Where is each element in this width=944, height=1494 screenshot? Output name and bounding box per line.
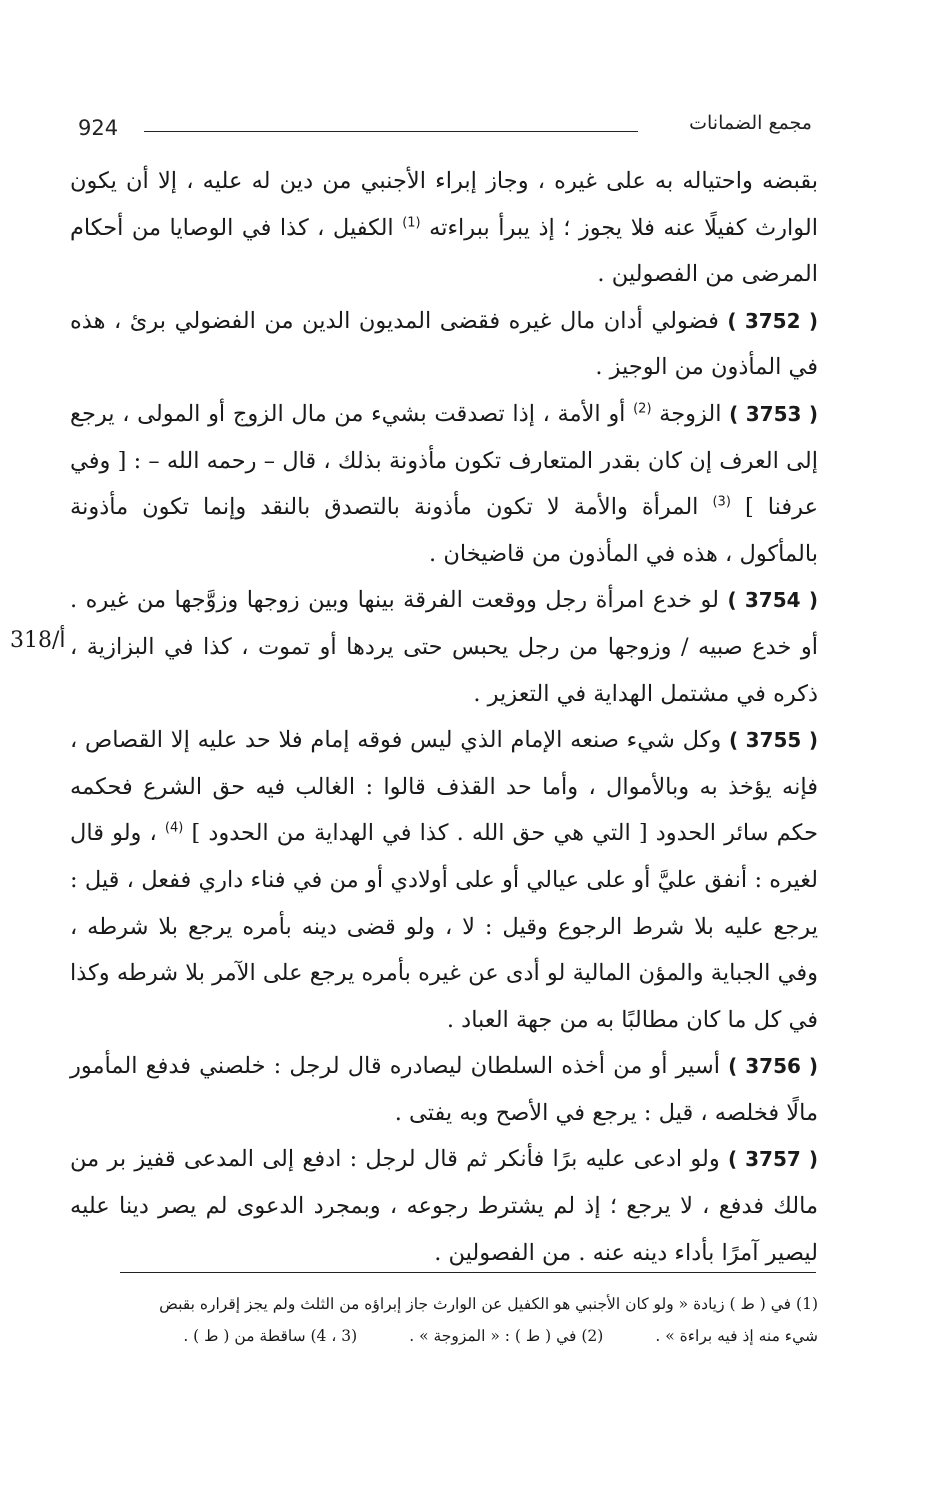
paragraph-text: لو خدع امرأة رجل ووقعت الفرقة بينها وبين زوجها وزوَّجها من غيره . أو خدع صبيه / وزوجها من رجل يحبس حتى يردها أو تموت ، كذا في البزازية ، ذكره في مشتمل الهداية في التعزير . <box>70 587 818 707</box>
footnote-text: (3 ، 4) ساقطة من ( ط ) . <box>183 1327 358 1345</box>
body-text <box>70 158 818 1276</box>
footnote-text: (2) في ( ط ) : « المزوجة » . <box>409 1327 604 1345</box>
entry-number: ( 3755 ) <box>728 728 818 753</box>
footnote-marker: (3) <box>712 494 731 510</box>
footnote-marker: (2) <box>633 401 652 417</box>
body-end-rule <box>120 1272 816 1273</box>
paragraph-3752 <box>70 298 818 391</box>
entry-number: ( 3757 ) <box>727 1147 819 1172</box>
footnotes <box>70 1288 818 1352</box>
margin-note: 318/أ <box>10 628 66 653</box>
footnote-marker: (4) <box>164 820 184 836</box>
paragraph-text: الزوجة <box>651 400 730 427</box>
paragraph-text: فضولي أدان مال غيره فقضى المديون الدين من الفضولي برئ ، هذه في المأذون من الوجيز . <box>70 307 818 381</box>
paragraph-text: المرأة والأمة لا تكون مأذونة بالتصدق بالنقد وإنما تكون مأذونة بالمأكول ، هذه في المأذون من قاضيخان . <box>70 494 818 567</box>
paragraph-text: وكل شيء صنعه الإمام الذي ليس فوقه إمام فلا حد عليه إلا القصاص ، فإنه يؤخذ به وبالأموال ، وأما حد القذف قالوا : الغالب فيه حق الشرع فحكمه حكم سائر الحدود [ التي هي حق الله . كذا في الهداية من الحدود ] <box>70 727 818 847</box>
paragraph-3755 <box>70 717 818 1043</box>
entry-number: ( 3754 ) <box>727 588 818 613</box>
footnote-line: (1) في ( ط ) زيادة « ولو كان الأجنبي هو الكفيل عن الوارث جاز إبراؤه من الثلث ولم يجز إقراره بقبض <box>159 1295 818 1313</box>
entry-number: ( 3756 ) <box>728 1054 818 1079</box>
running-header <box>78 112 820 152</box>
paragraph-continuation <box>70 158 818 298</box>
entry-number: ( 3753 ) <box>729 401 819 426</box>
paragraph-text: ولو ادعى عليه برًا فأنكر ثم قال لرجل : ادفع إلى المدعى قفيز بر من مالك فدفع ، لا يرجع ؛ إذ لم يشترط رجوعه ، وبمجرد الدعوى لم يصر دينا عليه ليصير آمرًا بأداء دينه عنه . من الفصولين . <box>70 1146 818 1266</box>
paragraph-3756 <box>70 1043 818 1136</box>
paragraph-text: ، ولو قال لغيره : أنفق عليَّ أو على عيالي أو على أولادي أو من في فناء داري ففعل ، قيل : يرجع عليه بلا شرط الرجوع وقيل : لا ، ولو قضى دينه بأمره يرجع بلا شرطه ، وفي الجباية والمؤن المالية لو أدى عن غيره بأمره يرجع على الآمر بلا شرطه وكذا في كل ما كان مطالبًا به من جهة العباد . <box>70 820 818 1033</box>
running-title: مجمع الضمانات <box>689 112 812 134</box>
paragraph-text: أسير أو من أخذه السلطان ليصادره قال لرجل : خلصني فدفع المأمور مالًا فخلصه ، قيل : يرجع في الأصح وبه يفتى . <box>70 1053 818 1126</box>
entry-number: ( 3752 ) <box>727 308 818 333</box>
footnote-text: شيء منه إذ فيه براءة » . <box>655 1327 818 1345</box>
paragraph-3753 <box>70 391 818 577</box>
paragraph-text: بقبضه واحتياله به على غيره ، وجاز إبراء الأجنبي من دين له عليه ، إلا أن يكون الوارث كفيلًا عنه فلا يجوز ؛ إذ يبرأ ببراءته <box>70 168 819 241</box>
paragraph-3754 <box>70 577 818 717</box>
footnote-line <box>70 1320 818 1352</box>
paragraph-text: الكفيل ، كذا في الوصايا من أحكام المرضى من الفصولين . <box>70 214 818 288</box>
footnote-marker: (1) <box>402 215 421 231</box>
paragraph-text: أو الأمة ، إذا تصدقت بشيء من مال الزوج أو المولى ، يرجع إلى العرف إن كان بقدر المتعارف تكون مأذونة بذلك ، قال – رحمه الله – : [ وفي عرفنا ] <box>70 400 818 521</box>
header-rule <box>144 131 638 132</box>
page-number: 924 <box>78 116 119 140</box>
paragraph-3757 <box>70 1136 818 1276</box>
